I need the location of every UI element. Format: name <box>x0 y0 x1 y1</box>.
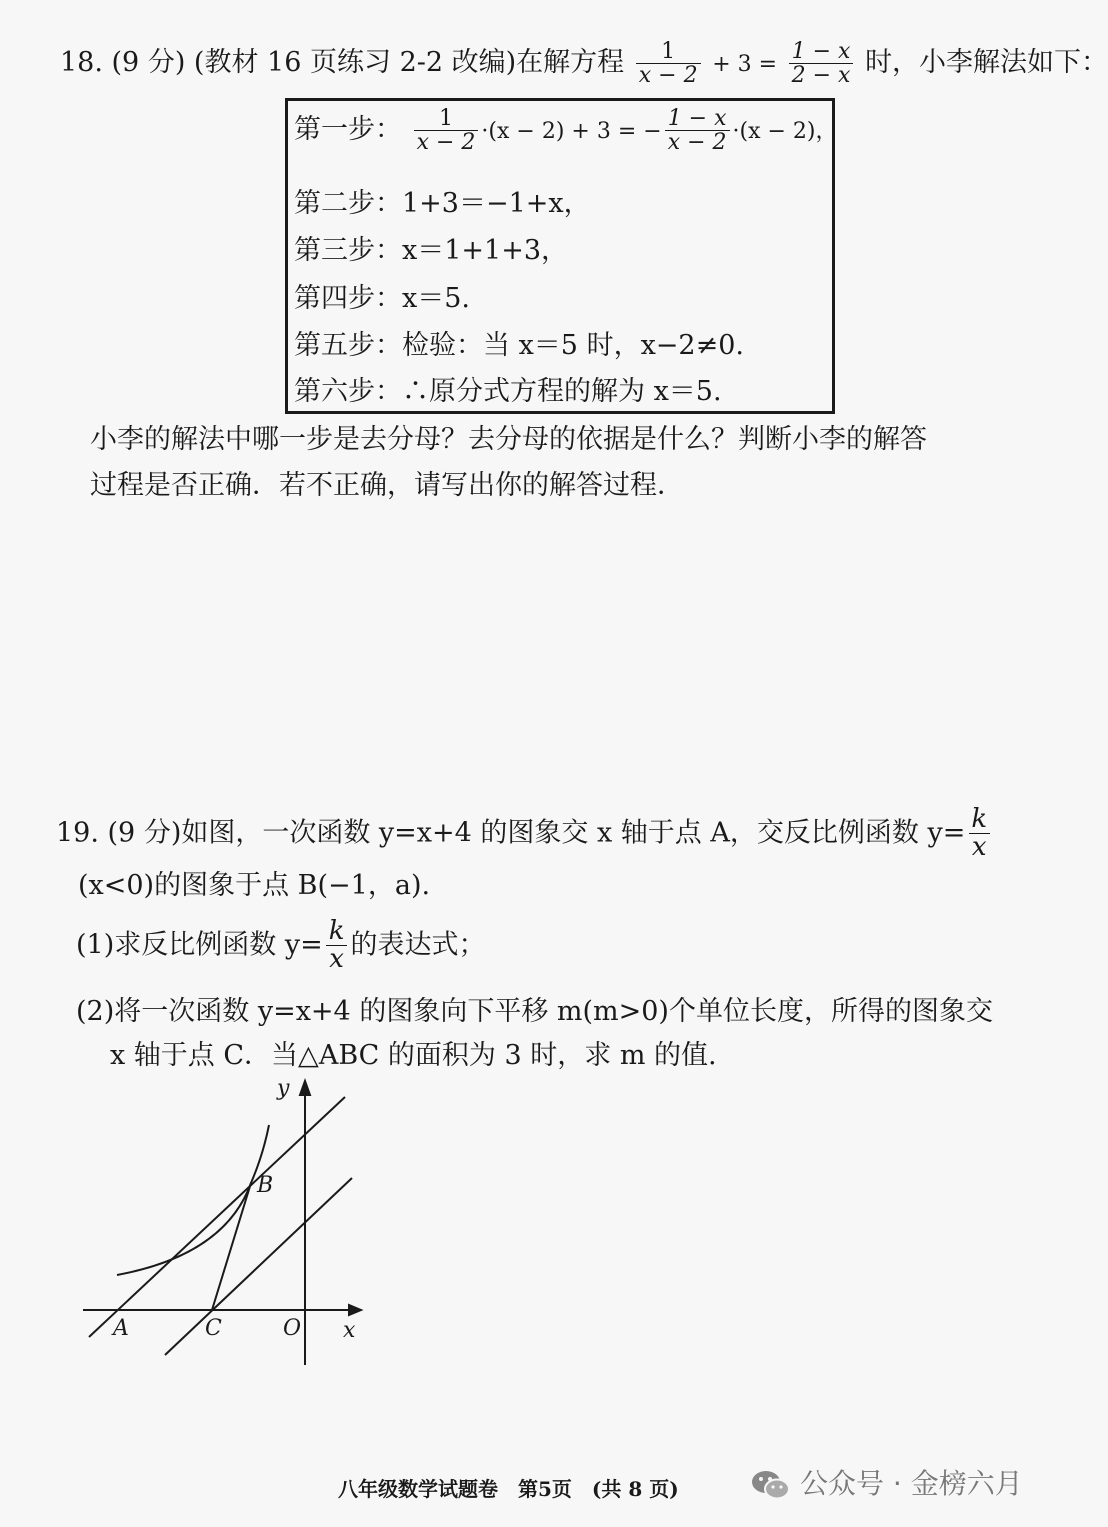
step1-fraction-b: $\frac{1 - x}{x - 2}$ <box>665 107 730 154</box>
q18-prompt-line1: 小李的解法中哪一步是去分母？去分母的依据是什么？判断小李的解答 <box>90 424 927 455</box>
label-y: y <box>277 1076 290 1101</box>
page-footer: 八年级数学试题卷 第5页 (共 8 页) <box>338 1477 679 1501</box>
wechat-icon <box>750 1467 792 1503</box>
label-A: A <box>113 1316 129 1341</box>
y-axis-arrow <box>300 1081 310 1095</box>
q18-eq-lhs-fraction: $\frac{1}{x - 2}$ <box>636 40 701 87</box>
q18-eq-rhs-fraction: $\frac{1 - x}{2 - x}$ <box>789 40 854 87</box>
step-2: 第二步：1+3＝−1+x， <box>294 188 591 219</box>
label-C: C <box>205 1316 222 1341</box>
step-4: 第四步：x＝5. <box>294 283 470 314</box>
label-B: B <box>257 1173 274 1198</box>
line-y-eq-x-plus-4 <box>89 1097 345 1337</box>
q19-head-text: 19. (9 分)如图，一次函数 y=x+4 的图象交 x 轴于点 A，交反比例函数 y= <box>56 817 966 849</box>
x-axis-arrow <box>349 1305 361 1315</box>
step-3: 第三步：x＝1+1+3， <box>294 235 569 266</box>
q18-prompt-line2: 过程是否正确．若不正确，请写出你的解答过程． <box>90 470 684 501</box>
solution-box <box>285 98 838 414</box>
shifted-line <box>165 1178 352 1355</box>
step-1: 第一步： $\frac{1}{x - 2}$ ·(x − 2) + 3 = − $\frac{1 - x}{x - 2}$ ·(x − 2)， <box>294 106 838 156</box>
label-O: O <box>283 1316 302 1341</box>
q19-line2: (x<0)的图象于点 B(−1，a). <box>78 870 431 901</box>
q19-part2-line1: (2)将一次函数 y=x+4 的图象向下平移 m(m>0)个单位长度，所得的图象交 <box>76 996 993 1027</box>
q19-inverse-fraction: $\frac{k}{x}$ <box>968 806 990 862</box>
q18-header <box>60 40 1108 87</box>
step-6: 第六步：∴原分式方程的解为 x＝5. <box>294 376 722 407</box>
q18-tail-text: 时，小李解法如下： <box>865 47 1108 79</box>
coordinate-figure <box>75 1075 375 1375</box>
q19-part2-line2: x 轴于点 C．当△ABC 的面积为 3 时，求 m 的值. <box>110 1040 717 1071</box>
label-x: x <box>343 1318 356 1343</box>
watermark <box>750 1462 1023 1503</box>
q18-head-text: 18. (9 分) (教材 16 页练习 2-2 改编)在解方程 <box>60 47 625 79</box>
step1-fraction-a: $\frac{1}{x - 2}$ <box>414 107 479 154</box>
q19-header <box>56 806 993 862</box>
q19-part1: (1)求反比例函数 y= $\frac{k}{x}$ 的表达式； <box>76 916 486 975</box>
step-5: 第五步：检验：当 x＝5 时，x−2≠0. <box>294 330 744 361</box>
q19-part1-fraction: $\frac{k}{x}$ <box>326 918 348 974</box>
q18-eq-plus: + 3 = <box>712 52 778 78</box>
watermark-text: 公众号 · 金榜六月 <box>800 1467 1023 1500</box>
